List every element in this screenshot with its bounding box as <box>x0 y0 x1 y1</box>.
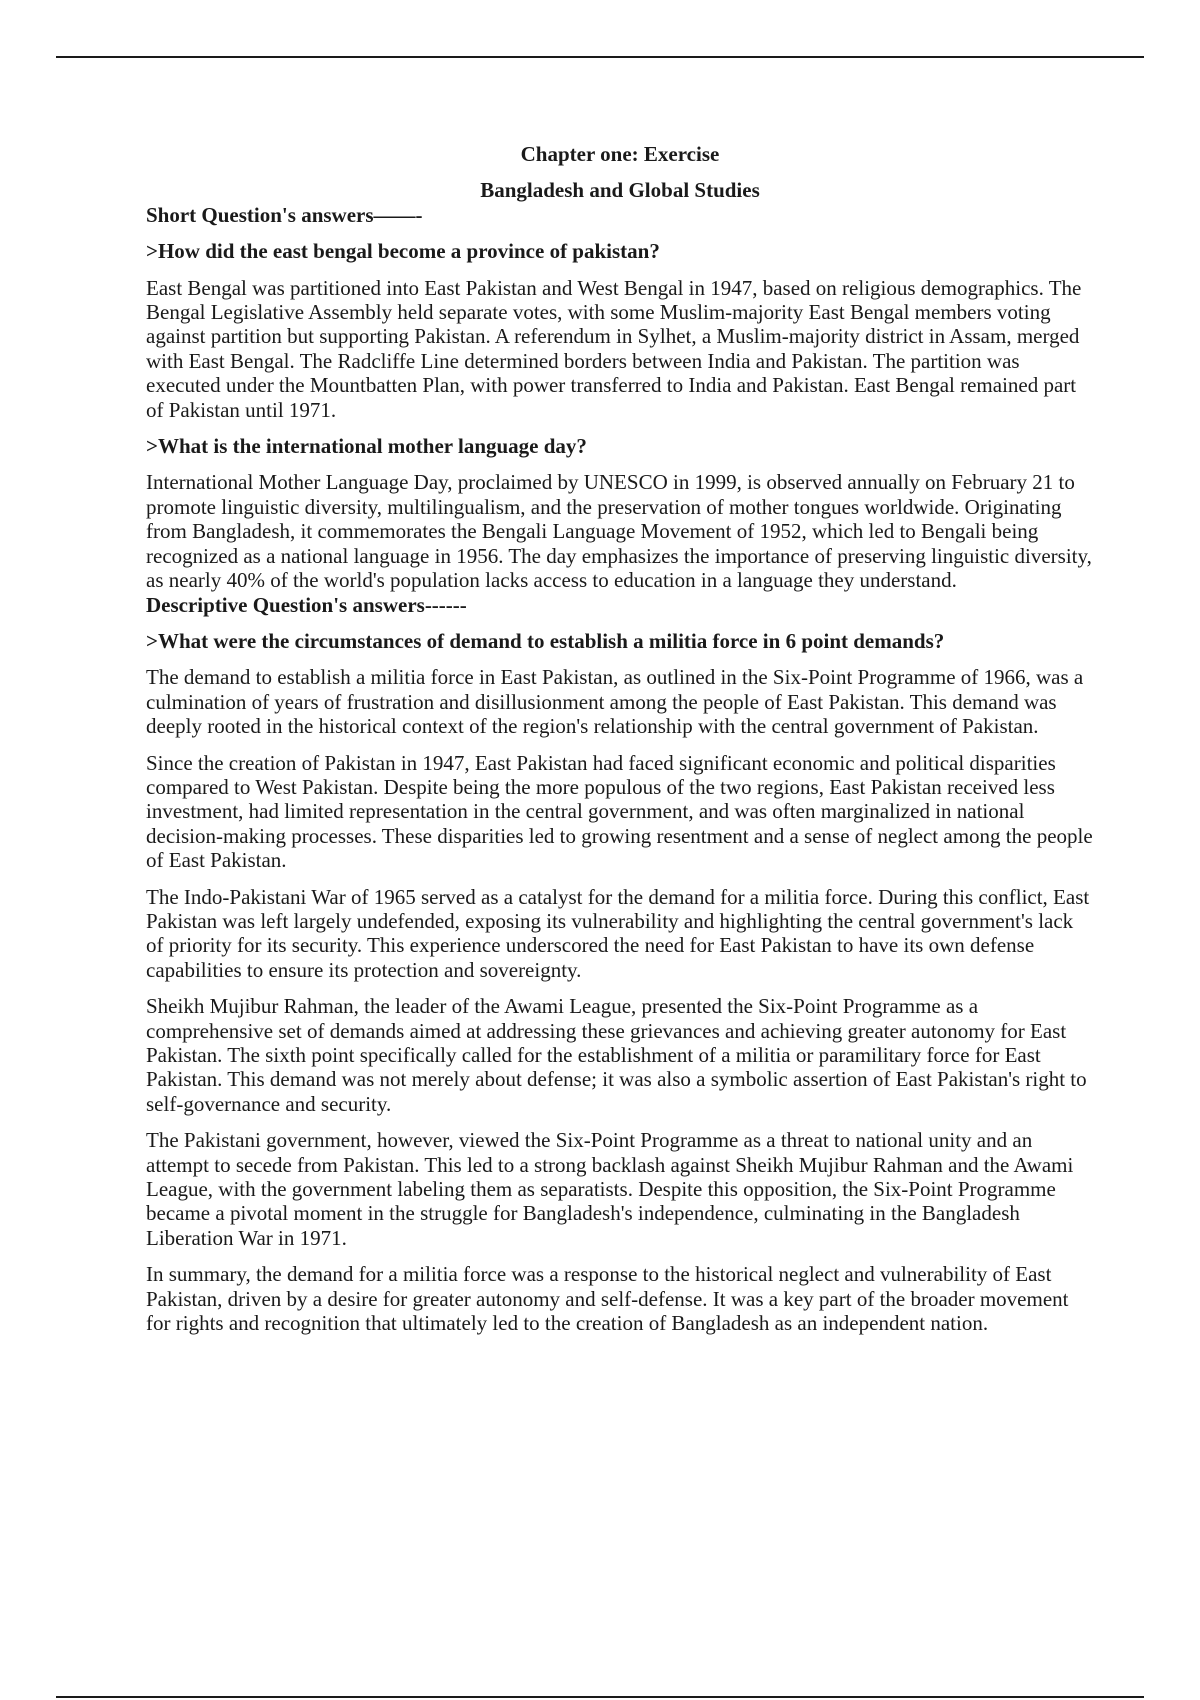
answer-2: International Mother Language Day, proclaimed by UNESCO in 1999, is observed annually on February 21 to promote linguistic diversity, multilingualism, and the preservation of mother tongues worldwide. Originating from Bangladesh, it commemorates the Bengali Language Movement of 1952, which led to Bengali being recognized as a national language in 1956. The day emphasizes the importance of preserving linguistic diversity, as nearly 40% of the world's population lacks access to education in a language they understand. <box>146 470 1092 593</box>
chapter-title: Chapter one: Exercise <box>520 142 720 166</box>
answer-paragraph: Sheikh Mujibur Rahman, the leader of the Awami League, presented the Six-Point Programme as a comprehensive set of demands aimed at addressing these grievances and achieving greater autonomy for East Pakistan. The sixth point specifically called for the establishment of a militia or paramilitary force for East Pakistan. This demand was not merely about defense; it was also a symbolic assertion of East Pakistan's right to self-governance and security. <box>146 994 1087 1116</box>
answer-paragraph: The Pakistani government, however, viewed the Six-Point Programme as a threat to national unity and an attempt to secede from Pakistan. This led to a strong backlash against Sheikh Mujibur Rahman and the Awami League, with the government labeling them as separatists. Despite this opposition, the Six-Point Programme became a pivotal moment in the struggle for Bangladesh's independence, culminating in the Bangladesh Liberation War in 1971. <box>146 1128 1074 1250</box>
answer-paragraph: In summary, the demand for a militia force was a response to the historical neglect and vulnerability of East Pakistan, driven by a desire for greater autonomy and self-defense. It was a key part of the broader movement for rights and recognition that ultimately led to the creation of Bangladesh as an independent nation. <box>146 1262 1069 1336</box>
bottom-rule <box>56 1696 1144 1698</box>
descriptive-answers-heading: Descriptive Question's answers------ <box>146 592 467 617</box>
top-rule <box>56 56 1144 58</box>
document-page <box>146 142 1094 1347</box>
answer-1: East Bengal was partitioned into East Pakistan and West Bengal in 1947, based on religious demographics. The Bengal Legislative Assembly held separate votes, with some Muslim-majority East Bengal members voting against partition but supporting Pakistan. A referendum in Sylhet, a Muslim-majority district in Assam, merged with East Bengal. The Radcliffe Line determined borders between India and Pakistan. The partition was executed under the Mountbatten Plan, with power transferred to India and Pakistan. East Bengal remained part of Pakistan until 1971. <box>146 275 1082 422</box>
question-1: >How did the east bengal become a province of pakistan? <box>146 239 660 264</box>
short-answers-heading: Short Question's answers——- <box>146 202 423 227</box>
subject-title: Bangladesh and Global Studies <box>480 178 760 203</box>
answer-paragraph: The Indo-Pakistani War of 1965 served as a catalyst for the demand for a militia force. During this conflict, East Pakistan was left largely undefended, exposing its vulnerability and highlighting the central government's lack of priority for its security. This experience underscored the need for East Pakistan to have its own defense capabilities to ensure its protection and sovereignty. <box>146 884 1090 982</box>
question-2: >What is the international mother language day? <box>146 434 587 459</box>
question-3: >What were the circumstances of demand to establish a militia force in 6 point demands? <box>146 628 945 653</box>
answer-paragraph: Since the creation of Pakistan in 1947, East Pakistan had faced significant economic and political disparities compared to West Pakistan. Despite being the more populous of the two regions, East Pakistan received less investment, had limited representation in the central government, and was often marginalized in national decision-making processes. These disparities led to growing resentment and a sense of neglect among the people of East Pakistan. <box>146 750 1093 873</box>
answer-paragraph: The demand to establish a militia force in East Pakistan, as outlined in the Six-Point Programme of 1966, was a culmination of years of frustration and disillusionment among the people of East Pakistan. This demand was deeply rooted in the historical context of the region's relationship with the central government of Pakistan. <box>146 665 1084 739</box>
